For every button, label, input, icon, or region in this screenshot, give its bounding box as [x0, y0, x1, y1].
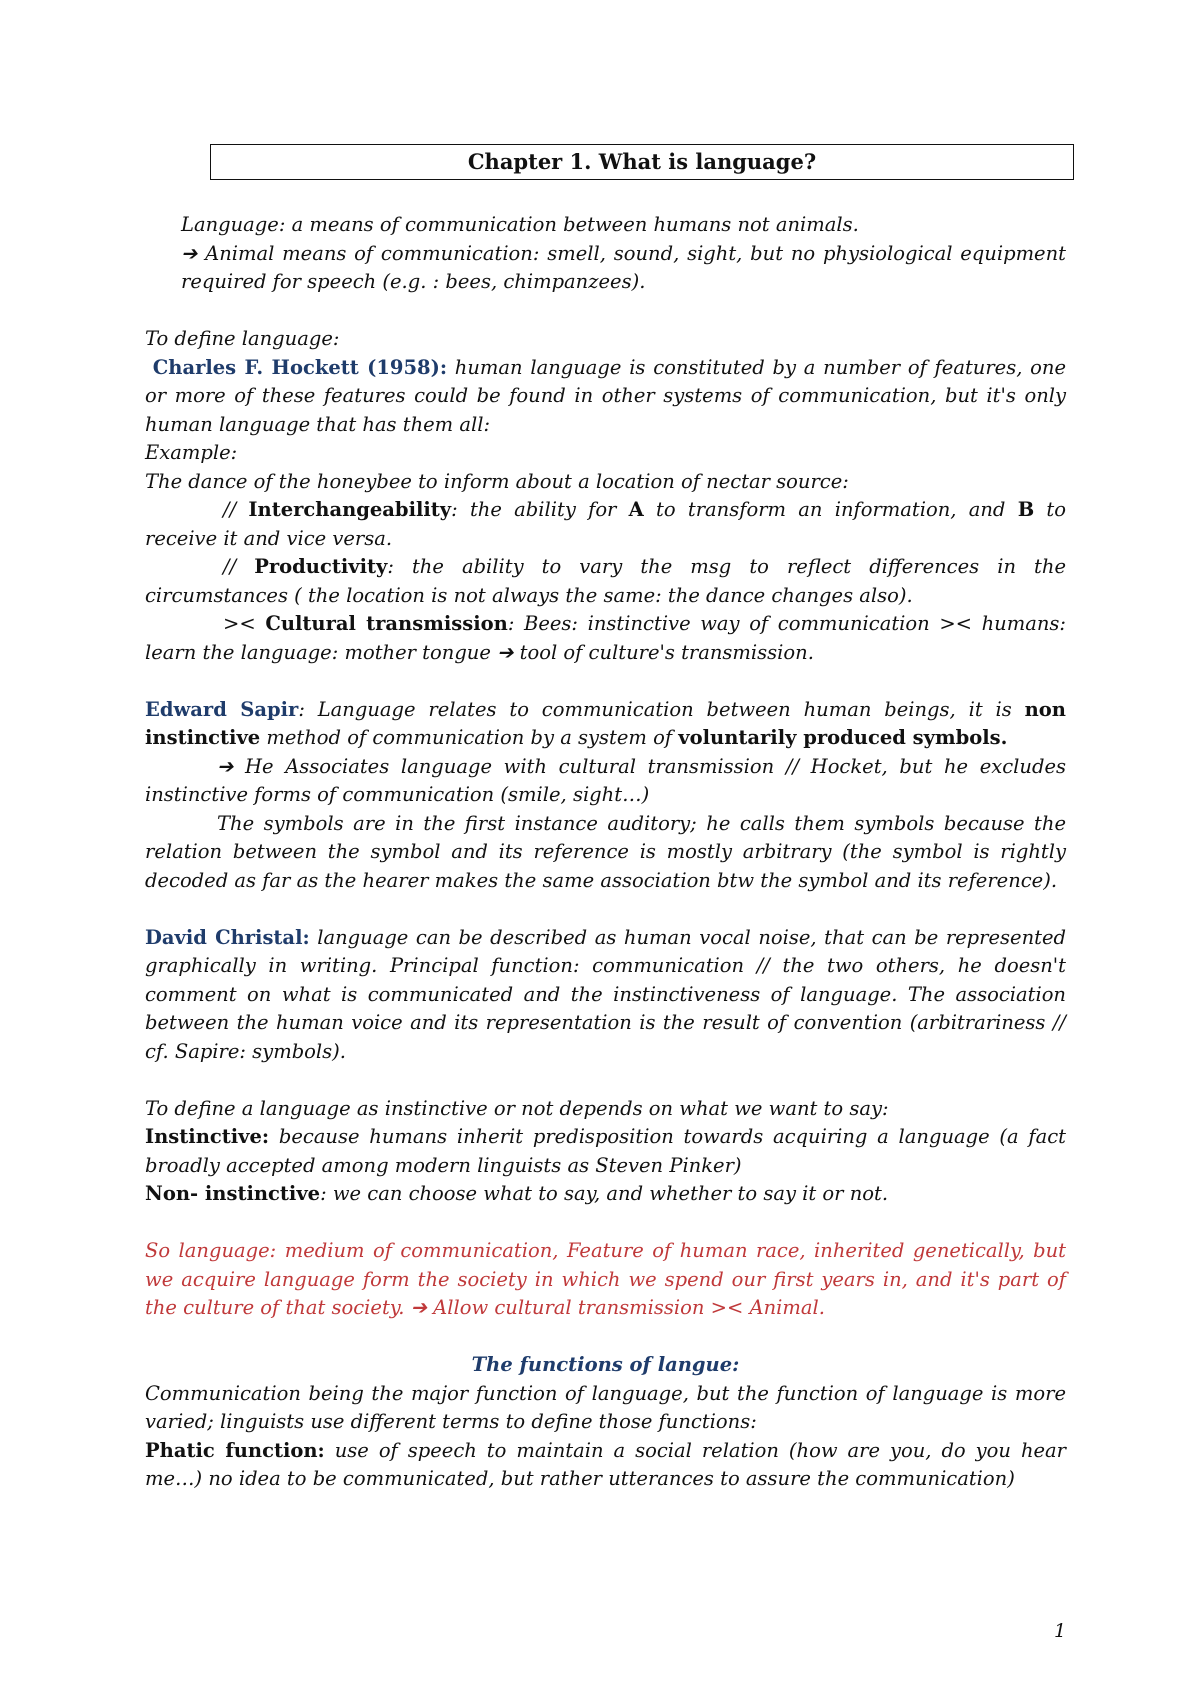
intro-block [145, 211, 1066, 297]
sapir-name: Edward Sapir [145, 697, 299, 721]
sapir-paragraph: Edward Sapir: Language relates to communication between human beings, it is non instinctive method of communication by a system of voluntarily produced symbols. [145, 697, 1066, 749]
instinctive-paragraph: Instinctive: because humans inherit predisposition towards acquiring a language (a fact broadly accepted among modern linguists as Steven Pinker) [145, 1125, 1066, 1177]
feature-interchangeability: // Interchangeability: the ability for A to transform an information, and B to receive it and vice versa. [145, 498, 1067, 550]
chapter-title: Chapter 1. What is language? [210, 144, 1074, 180]
feature-productivity: // Productivity: the ability to vary the msg to reflect differences in the circumstances ( the location is not always the same: the dance changes also). [145, 555, 1066, 607]
non-instinctive-paragraph: Non- instinctive: we can choose what to say, and whether to say it or not. [145, 1182, 889, 1205]
page-number: 1 [1054, 1620, 1067, 1642]
hockett-paragraph: Charles F. Hockett (1958): human language is constituted by a number of features, one or more of these features could be found in other systems of communication, but it's only human language that has them all: [145, 355, 1066, 436]
intro-line: Language: a means of communication between humans not animals. [181, 213, 859, 236]
summary-paragraph: So language: medium of communication, Feature of human race, inherited genetically, but we acquire language form the society in which we spend our first years in, and it's part of the culture of that society. ➔ Allow cultural transmission >< Animal. [145, 1239, 1066, 1319]
document-body [145, 211, 1066, 1494]
sapir-arrow-paragraph: ➔ He Associates language with cultural transmission // Hocket, but he excludes instinctive forms of communication (smile, sight…) [145, 754, 1066, 806]
sapir-symbols-paragraph: The symbols are in the first instance auditory; he calls them symbols because the relation between the symbol and its reference is mostly arbitrary (the symbol is rightly decoded as far as the hearer makes the same association btw the symbol and its reference). [145, 811, 1066, 892]
functions-heading: The functions of langue: [471, 1353, 740, 1376]
christal-name: David Christal: [145, 925, 310, 949]
hockett-name: Charles F. Hockett (1958): [152, 355, 448, 379]
animal-communication-paragraph: ➔ Animal means of communication: smell, sound, sight, but no physiological equipment required for speech (e.g. : bees, chimpanzees). [181, 241, 1066, 293]
instinct-intro: To define a language as instinctive or not depends on what we want to say: [145, 1096, 889, 1120]
christal-paragraph: David Christal: language can be described as human vocal noise, that can be represented graphically in writing. Principal function: communication // the two others, he doesn't comment on what is communicated and the instinctiveness of language. The association between the human voice and its representation is the result of convention (arbitrariness // cf. Sapire: symbols). [145, 925, 1066, 1063]
example-text: The dance of the honeybee to inform about a location of nectar source: [145, 469, 849, 493]
functions-intro: Communication being the major function of language, but the function of language is more varied; linguists use different terms to define those functions: [145, 1381, 1066, 1433]
phatic-function-paragraph: Phatic function: use of speech to maintain a social relation (how are you, do you hear me…) no idea to be communicated, but rather utterances to assure the communication) [145, 1438, 1066, 1490]
feature-cultural-transmission: >< Cultural transmission: Bees: instinctive way of communication >< humans: learn the language: mother tongue ➔ tool of culture's transmission. [145, 612, 1066, 664]
example-label: Example: [145, 441, 238, 464]
define-intro: To define language: [145, 327, 340, 350]
